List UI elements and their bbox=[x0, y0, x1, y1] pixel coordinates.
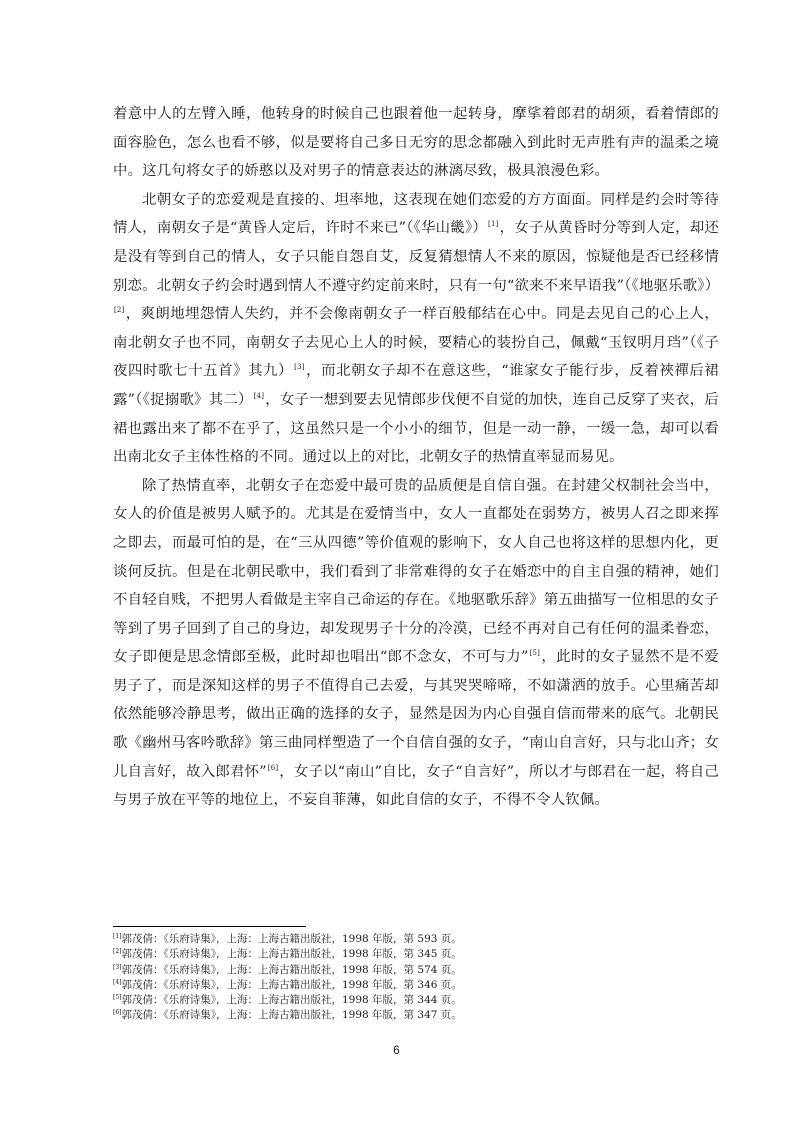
text-run: ，女子以“南山”自比，女子“自言好”，所以才与郎君在一起，将自己与男子放在平等的地位上，不妄自菲薄，如此自信的女子，不得不令人钦佩。 bbox=[113, 763, 719, 809]
text-run: ，女子一想到要去见情郎步伐便不自觉的加快，连自己反穿了夹衣，后裙也露出来了都不在乎了，这虽然只是一个小小的细节，但是一动一静，一缓一急，却可以看出南北女子主体性格的不同。通过以上的对比，北朝女子的热情直率显而易见。 bbox=[113, 391, 719, 466]
footnote-reference[interactable]: [5] bbox=[529, 649, 541, 658]
footnote bbox=[113, 1008, 719, 1023]
text-run: ，女子从黄昏时分等到人定，却还是没有等到自己的情人，女子只能自怨自艾，反复猜想情人不来的原因，惊疑他是否已经移情别恋。北朝女子约会时遇到情人不遵守约定前来时，只有一句“欲来不来早语我”（《地驱乐歌》） bbox=[113, 220, 720, 294]
footnote bbox=[113, 963, 719, 978]
footnote-reference[interactable]: [4] bbox=[253, 391, 265, 400]
footnote-reference[interactable]: [6] bbox=[267, 763, 279, 772]
text-run: ，此时的女子显然不是不爱男子了，而是深知这样的男子不值得自己去爱，与其哭哭啼啼，不如潇洒的放手。心里痛苦却依然能够冷静思考，做出正确的选择的女子，显然是因为内心自强自信而带来的底气。北朝民歌《幽州马客吟歌辞》第三曲同样塑造了一个自信自强的女子，“南山自言好，只与北山齐；女儿自言好，故入郎君怀” bbox=[113, 649, 719, 780]
paragraph bbox=[113, 100, 719, 186]
text-run: 着意中人的左臂入睡，他转身的时候自己也跟着他一起转身，摩挲着郎君的胡须，看着情郎的面容脸色，怎么也看不够，似是要将自己多日无穷的思念都融入到此时无声胜有声的温柔之境中。这几句将女子的娇憨以及对男子的情意表达的淋漓尽致，极具浪漫色彩。 bbox=[113, 106, 719, 180]
footnote-mark: [3] bbox=[113, 963, 122, 971]
footnote bbox=[113, 932, 719, 947]
footnotes bbox=[113, 932, 719, 1024]
body-text bbox=[113, 100, 719, 815]
footnote bbox=[113, 947, 719, 962]
footnote-text: 郭茂倩：《乐府诗集》，上海：上海古籍出版社，1998 年版，第 344 页。 bbox=[121, 994, 462, 1007]
footnote-reference[interactable]: [2] bbox=[114, 306, 125, 315]
text-run: 除了热情直率，北朝女子在恋爱中最可贵的品质便是自信自强。在封建父权制社会当中，女人的价值是被男人赋予的。尤其是在爱情当中，女人一直都处在弱势方，被男人召之即来挥之即去，而最可怕的是，在“三从四德”等价值观的影响下，女人自己也将这样的思想内化，更谈何反抗。但是在北朝民歌中，我们看到了非常难得的女子在婚恋中的自主自强的精神，她们不自轻自贱，不把男人看做是主宰自己命运的存在。《地驱歌乐辞》第五曲描写一位相思的女子等到了男子回到了自己的身边，却发现男子十分的冷漠，已经不再对自己有任何的温柔眷恋，女子即便是思念情郎至极，此时却也唱出“郎不念女，不可与力” bbox=[113, 477, 719, 666]
footnote-text: 郭茂倩：《乐府诗集》，上海：上海古籍出版社，1998 年版，第 345 页。 bbox=[121, 948, 462, 961]
footnote-reference[interactable]: [1] bbox=[488, 220, 499, 229]
text-run: ，爽朗地埋怨情人失约，并不会像南朝女子一样百般郁结在心中。同是去见自己的心上人，南北朝女子也不同，南朝女子去见心上人的时候，要精心的装扮自己，佩戴“玉钗明月珰”（《子夜四时歌七十五首》其九） bbox=[113, 306, 719, 380]
footnote-mark: [2] bbox=[113, 948, 122, 956]
page-number: 6 bbox=[393, 1043, 400, 1057]
footnote-mark: [5] bbox=[113, 994, 122, 1002]
footnote-text: 郭茂倩：《乐府诗集》，上海：上海古籍出版社，1998 年版，第 347 页。 bbox=[121, 1009, 462, 1022]
footnote-text: 郭茂倩：《乐府诗集》，上海：上海古籍出版社，1998 年版，第 574 页。 bbox=[121, 963, 462, 976]
footnote-mark: [4] bbox=[113, 978, 122, 986]
footnote-reference[interactable]: [3] bbox=[294, 363, 305, 372]
footnote-mark: [6] bbox=[113, 1009, 122, 1017]
paragraph bbox=[113, 186, 719, 472]
footnote bbox=[113, 978, 719, 993]
text-run: 北朝女子的恋爱观是直接的、坦率地，这表现在她们恋爱的方方面面。同样是约会时等待情人，南朝女子是“黄昏人定后，许时不来已”（《华山畿》） bbox=[113, 191, 719, 237]
text-run: ，而北朝女子却不在意这些，“谁家女子能行步，反着裌禪后裙露”（《捉搦歌》其二） bbox=[113, 363, 719, 408]
footnote-separator bbox=[113, 926, 306, 927]
paragraph bbox=[113, 472, 719, 815]
footnote-text: 郭茂倩：《乐府诗集》，上海：上海古籍出版社，1998 年版，第 346 页。 bbox=[121, 978, 462, 991]
footnote-mark: [1] bbox=[113, 933, 122, 940]
footnote-text: 郭茂倩：《乐府诗集》，上海：上海古籍出版社，1998 年版，第 593 页。 bbox=[121, 933, 462, 945]
footnote bbox=[113, 993, 719, 1008]
